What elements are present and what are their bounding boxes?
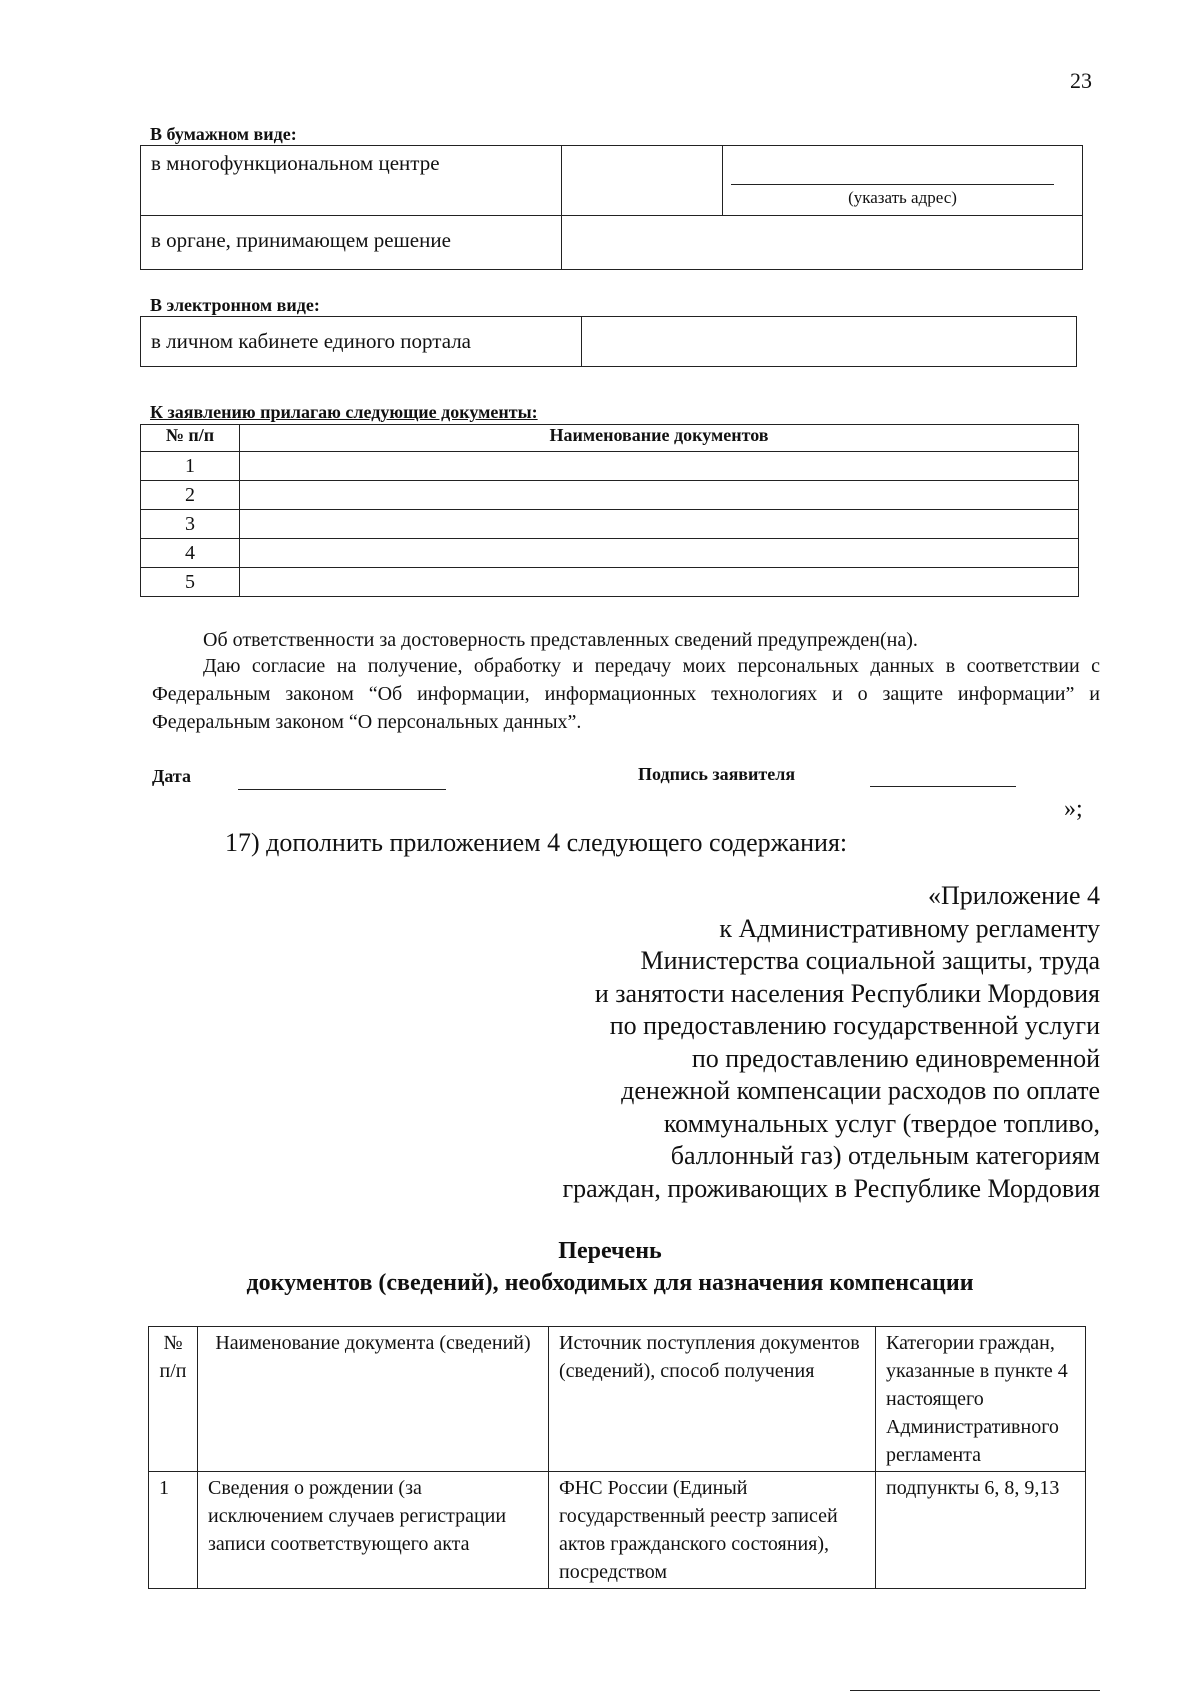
- appendix-line: Министерства социальной защиты, труда: [640, 946, 1100, 975]
- footer-divider: [850, 1690, 1100, 1691]
- mfc-option-checkbox[interactable]: [562, 146, 723, 216]
- table-row: [141, 452, 1079, 481]
- appendix-line: «Приложение 4: [927, 881, 1100, 910]
- row-number: 1: [141, 452, 240, 481]
- row-name: Сведения о рождении (за исключением случаев регистрации записи соответствующего акта: [198, 1472, 549, 1589]
- row-category: подпункты 6, 8, 9,13: [876, 1472, 1086, 1589]
- header-source: Источник поступления документов (сведений), способ получения: [549, 1327, 876, 1472]
- col-num-header: № п/п: [141, 425, 240, 452]
- list-title: Перечень: [558, 1238, 662, 1264]
- signature-line[interactable]: [870, 786, 1016, 787]
- col-name-header: Наименование документов: [240, 425, 1079, 452]
- document-name-field[interactable]: [240, 510, 1079, 539]
- appendix-line: и занятости населения Республики Мордовия: [594, 978, 1100, 1008]
- row-num: 1: [149, 1472, 198, 1589]
- authority-option-label: в органе, принимающем решение: [141, 216, 562, 270]
- table-row: [149, 1472, 1086, 1589]
- header-category: Категории граждан, указанные в пункте 4 настоящего Административного регламента: [876, 1327, 1086, 1472]
- header-num: № п/п: [149, 1327, 198, 1472]
- signature-label: Подпись заявителя: [638, 764, 796, 784]
- appendix-line: по предоставлению единовременной: [691, 1043, 1100, 1073]
- paper-section-heading: В бумажном виде:: [150, 124, 297, 144]
- appendix-line: денежной компенсации расходов по оплате: [621, 1076, 1100, 1105]
- document-name-field[interactable]: [240, 539, 1079, 568]
- appendix-line: граждан, проживающих в Республике Мордовия: [562, 1173, 1100, 1203]
- appendix-line: коммунальных услуг (твердое топливо,: [663, 1108, 1100, 1138]
- document-name-field[interactable]: [240, 452, 1079, 481]
- page-number: 23: [1070, 68, 1092, 93]
- row-number: 4: [141, 539, 240, 568]
- mfc-address-cell[interactable]: [723, 146, 1083, 216]
- mfc-option-label: в многофункциональном центре: [141, 146, 562, 216]
- portal-option-checkbox[interactable]: [582, 317, 1077, 367]
- responsibility-statement: Об ответственности за достоверность представленных сведений предупрежден(на).: [203, 629, 918, 651]
- row-source: ФНС России (Единый государственный реестр записей актов гражданского состояния), посредством: [549, 1472, 876, 1589]
- row-number: 3: [141, 510, 240, 539]
- paper-delivery-table: [140, 145, 1083, 270]
- document-name-field[interactable]: [240, 481, 1079, 510]
- item-17-text: 17) дополнить приложением 4 следующего содержания:: [225, 828, 848, 857]
- table-row: [141, 481, 1079, 510]
- authority-option-checkbox[interactable]: [562, 216, 1083, 270]
- list-subtitle: документов (сведений), необходимых для назначения компенсации: [246, 1270, 974, 1296]
- table-row: [141, 568, 1079, 597]
- appendix-line: баллонный газ) отдельным категориям: [670, 1141, 1100, 1170]
- attachments-heading: К заявлению прилагаю следующие документы:: [150, 402, 538, 422]
- table-row: [141, 510, 1079, 539]
- appendix-line: к Административному регламенту: [719, 913, 1100, 943]
- electronic-delivery-table: [140, 316, 1077, 367]
- document-name-field[interactable]: [240, 568, 1079, 597]
- date-line[interactable]: [238, 789, 446, 790]
- appendix-line: по предоставлению государственной услуги: [609, 1011, 1100, 1040]
- table-row: [141, 539, 1079, 568]
- address-hint: (указать адрес): [848, 188, 957, 207]
- portal-option-label: в личном кабинете единого портала: [141, 317, 582, 367]
- date-label: Дата: [152, 766, 191, 786]
- row-number: 2: [141, 481, 240, 510]
- electronic-section-heading: В электронном виде:: [150, 295, 320, 315]
- documents-table: [148, 1326, 1086, 1589]
- appendix-header: [400, 880, 1100, 1205]
- attachments-table: [140, 424, 1079, 597]
- row-number: 5: [141, 568, 240, 597]
- consent-statement: Даю согласие на получение, обработку и передачу моих персональных данных в соответствии с Федеральным законом “Об информации, информационных технологиях и о защите информации” и Федеральным законом “О персональных данных”.: [152, 655, 1100, 733]
- header-name: Наименование документа (сведений): [198, 1327, 549, 1472]
- closing-quote: »;: [1064, 796, 1083, 822]
